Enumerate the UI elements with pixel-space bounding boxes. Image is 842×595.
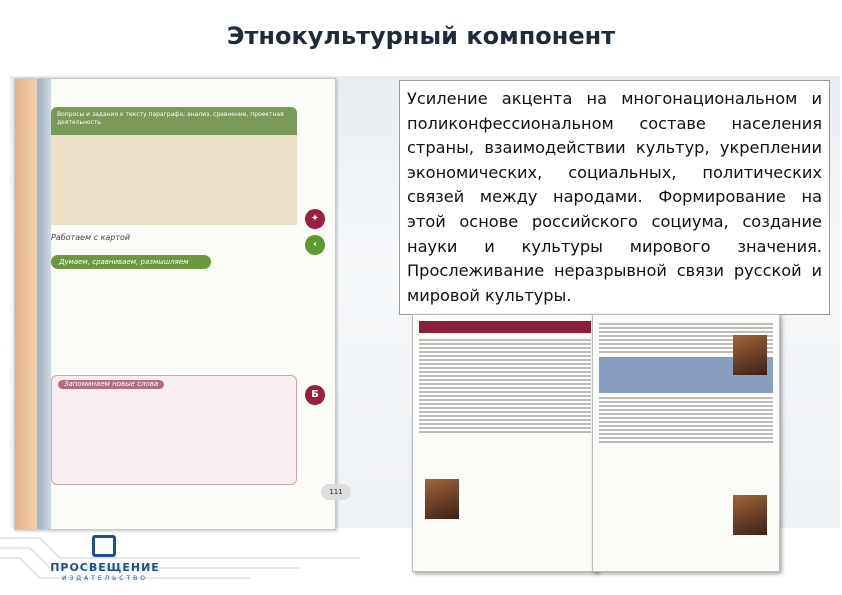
- textbook-scan-left: [412, 314, 598, 572]
- think-section-title: Думаем, сравниваем, размышляем: [51, 255, 211, 269]
- scan-header-bar: [419, 321, 591, 333]
- logo-name: ПРОСВЕЩЕНИЕ: [50, 561, 160, 574]
- page-column: [51, 107, 297, 485]
- description-textbox: Усиление акцента на многонациональном и поликонфессиональном составе населения страны, взаимодействии культур, укреплении экономических, социальных, политических связей между народами. Формирование на этой основе российского социума, создание науки и культуры мирового значения. Прослеживание неразрывной связи русской и мировой культуры.: [399, 80, 830, 315]
- questions-box-header: Вопросы и задания к тексту параграфа; анализ, сравнение, проектная деятельность: [51, 107, 297, 135]
- page-number: 111: [321, 484, 351, 500]
- portrait-image: [425, 479, 459, 519]
- back-arrow-icon: ‹: [305, 235, 325, 255]
- book-spine-inner: [37, 79, 51, 529]
- map-icon: ✦: [305, 209, 325, 229]
- prosveshchenie-logo: [40, 535, 170, 587]
- questions-box-body: [51, 135, 297, 225]
- vocabulary-title: Запоминаем новые слова: [58, 380, 164, 389]
- vocabulary-box: [51, 375, 297, 485]
- dictionary-icon: Б: [305, 385, 325, 405]
- map-section-title: Работаем с картой: [51, 233, 131, 242]
- map-section-text: [51, 242, 297, 249]
- portrait-image-top: [733, 335, 767, 375]
- logo-subtitle: ИЗДАТЕЛЬСТВО: [62, 575, 148, 582]
- book-spine: [15, 79, 37, 529]
- textbook-page-left: [14, 78, 343, 530]
- think-section-text: [51, 269, 297, 369]
- textbook-scan-right: [592, 314, 780, 572]
- portrait-image-bottom: [733, 495, 767, 535]
- slide-title: Этнокультурный компонент: [226, 22, 616, 50]
- publisher-logo-icon: [92, 535, 116, 557]
